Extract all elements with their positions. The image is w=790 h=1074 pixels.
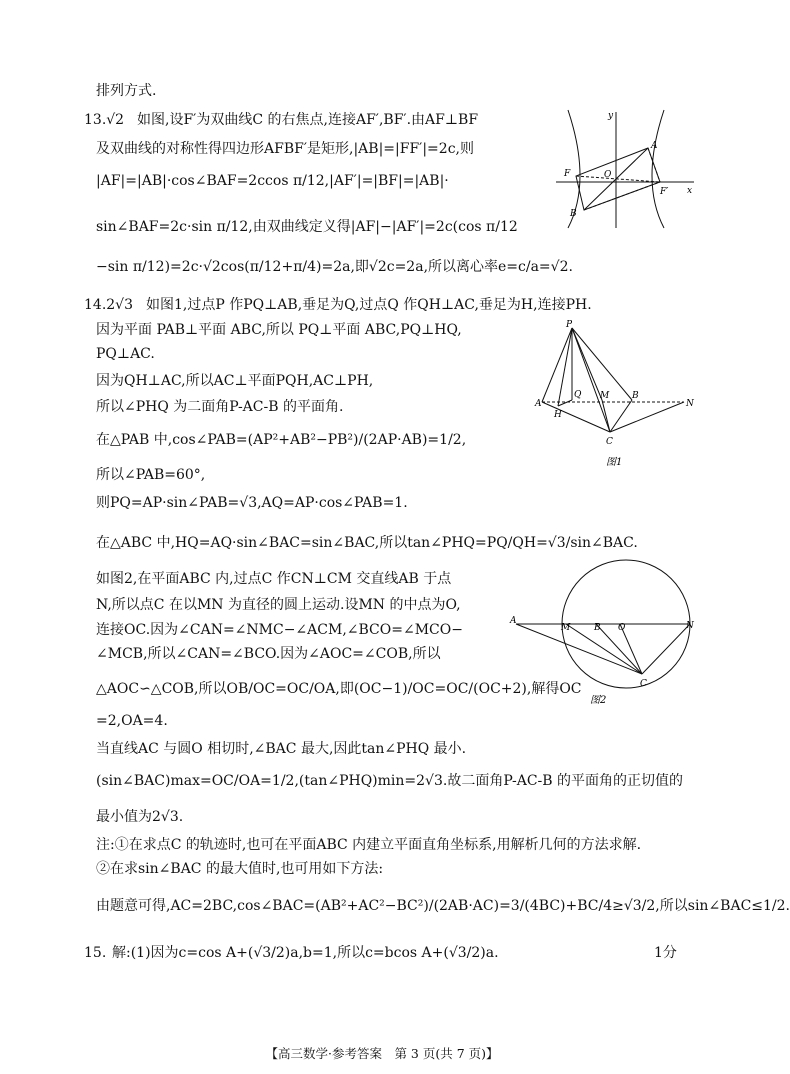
text-line: 则PQ=AP·sin∠PAB=√3,AQ=AP·cos∠PAB=1. <box>96 495 408 511</box>
text-line: 如图2,在平面ABC 内,过点C 作CN⊥CM 交直线AB 于点 <box>96 571 452 587</box>
label: O <box>604 170 612 180</box>
caption: 图1 <box>606 457 623 468</box>
label: x <box>687 186 693 196</box>
text-line: 在△ABC 中,HQ=AQ·sin∠BAC=sin∠BAC,所以tan∠PHQ=PQ/QH=√3/sin∠BAC. <box>96 535 638 551</box>
label: A <box>510 616 517 626</box>
label: A <box>651 141 658 151</box>
hyperbola-figure <box>548 104 704 228</box>
text-line: 在△PAB 中,cos∠PAB=(AP²+AB²−PB²)/(2AP·AB)=1/2, <box>96 432 467 448</box>
label: F′ <box>660 187 669 197</box>
text-line: =2,OA=4. <box>96 713 168 729</box>
text-line: |AF|=|AB|·cos∠BAF=2ccos π/12,|AF′|=|BF|=|AB|· <box>96 173 449 189</box>
text-line: 连接OC.因为∠CAN=∠NMC−∠ACM,∠BCO=∠MCO− <box>96 622 463 638</box>
label: C <box>606 437 613 447</box>
figure-1 <box>536 318 702 468</box>
text-line: 当直线AC 与圆O 相切时,∠BAC 最大,因此tan∠PHQ 最小. <box>96 741 467 757</box>
caption: 图2 <box>590 695 607 706</box>
text-line: N,所以点C 在以MN 为直径的圆上运动.设MN 的中点为O, <box>96 597 461 613</box>
text-line: (sin∠BAC)max=OC/OA=1/2,(tan∠PHQ)min=2√3.故二面角P-AC-B 的平面角的正切值的 <box>96 773 684 789</box>
text-line: 因为QH⊥AC,所以AC⊥平面PQH,AC⊥PH, <box>96 373 374 389</box>
figure-2 <box>508 560 704 710</box>
text-line: 因为平面 PAB⊥平面 ABC,所以 PQ⊥平面 ABC,PQ⊥HQ, <box>96 322 462 338</box>
score: 1分 <box>654 945 677 961</box>
label: C <box>640 679 647 689</box>
page-footer: 【高三数学·参考答案 第 3 页(共 7 页)】 <box>265 1046 499 1061</box>
label: Q <box>574 390 582 400</box>
text-line: 所以∠PHQ 为二面角P-AC-B 的平面角. <box>96 399 344 415</box>
text-line: 如图,设F′为双曲线C 的右焦点,连接AF′,BF′.由AF⊥BF <box>137 112 479 128</box>
label: B <box>594 623 601 633</box>
label: O <box>618 623 626 633</box>
text-line: ∠MCB,所以∠CAN=∠BCO.因为∠AOC=∠COB,所以 <box>96 646 441 662</box>
text-line: ②在求sin∠BAC 的最大值时,也可用如下方法: <box>96 861 384 877</box>
text-line: PQ⊥AC. <box>96 346 155 362</box>
label: y <box>608 111 614 121</box>
label: P <box>566 320 573 330</box>
text-line: 所以∠PAB=60°, <box>96 467 206 483</box>
label: B <box>570 209 577 219</box>
label: B <box>632 391 639 401</box>
text-line: 注:①在求点C 的轨迹时,也可在平面ABC 内建立平面直角坐标系,用解析几何的方法求解. <box>96 837 642 853</box>
item-number-15: 15. <box>84 945 107 961</box>
label: H <box>554 410 562 420</box>
text-line: 如图1,过点P 作PQ⊥AB,垂足为Q,过点Q 作QH⊥AC,垂足为H,连接PH. <box>146 297 592 313</box>
label: M <box>561 623 571 633</box>
label: N <box>686 621 694 631</box>
text-line: −sin π/12)=2c·√2cos(π/12+π/4)=2a,即√2c=2a,所以离心率e=c/a=√2. <box>96 259 573 275</box>
text-line: 排列方式. <box>96 83 157 99</box>
text-line: 由题意可得,AC=2BC,cos∠BAC=(AB²+AC²−BC²)/(2AB·AC)=3/(4BC)+BC/4≥√3/2,所以sin∠BAC≤1/2. <box>96 898 790 914</box>
text-line: 及双曲线的对称性得四边形AFBF′是矩形,|AB|=|FF′|=2c,则 <box>96 141 474 157</box>
text-line: 最小值为2√3. <box>96 809 184 825</box>
text-line: 解:(1)因为c=cos A+(√3/2)a,b=1,所以c=bcos A+(√3/2)a. <box>112 945 499 961</box>
item-number-14: 14.2√3 <box>84 297 133 313</box>
item-number-13: 13.√2 <box>84 112 125 128</box>
text-line: sin∠BAF=2c·sin π/12,由双曲线定义得|AF|−|AF′|=2c(cos π/12 <box>96 219 518 235</box>
text-line: △AOC∽△COB,所以OB/OC=OC/OA,即(OC−1)/OC=OC/(OC+2),解得OC <box>96 681 582 697</box>
label: A <box>535 399 542 409</box>
label: F <box>564 169 571 179</box>
label: M <box>600 391 610 401</box>
label: N <box>686 399 694 409</box>
